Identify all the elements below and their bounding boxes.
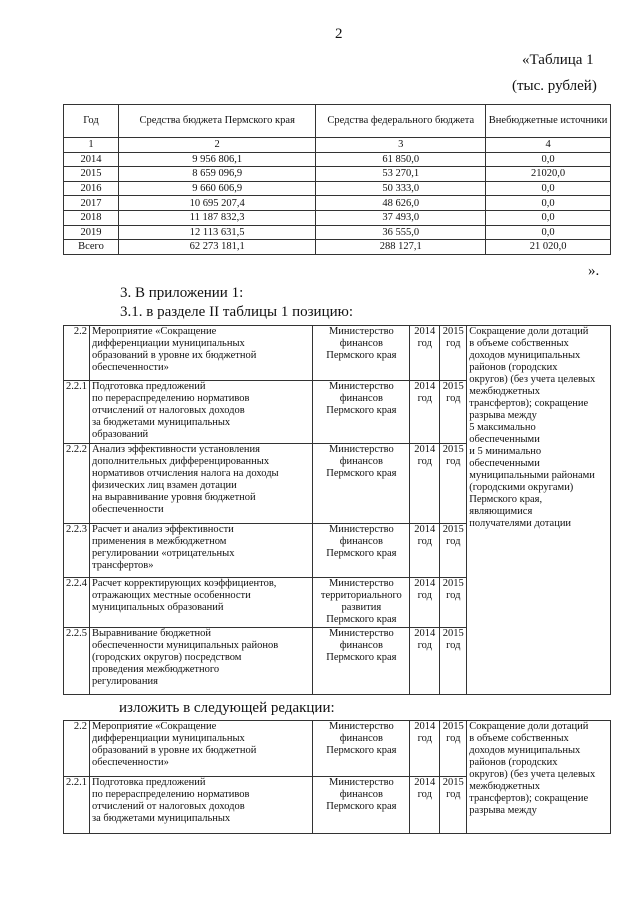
responsible-cell: Министерство финансов Пермского края	[313, 777, 410, 834]
table-units: (тыс. рублей)	[512, 78, 597, 94]
description-cell: Расчет и анализ эффективности применения в межбюджетном регулировании «отрицательных трансфертов»	[90, 524, 313, 578]
federal-budget-cell: 48 626,0	[316, 196, 486, 211]
description-cell: Расчет корректирующих коэффициентов, отражающих местные особенности муниципальных образований	[90, 578, 313, 628]
year-cell: Всего	[64, 240, 119, 255]
end-year-cell: 2015 год	[440, 524, 467, 578]
item-number-cell: 2.2.1	[64, 381, 90, 444]
responsible-cell: Министерство финансов Пермского края	[313, 628, 410, 695]
federal-budget-cell: 288 127,1	[316, 240, 486, 255]
end-year-cell: 2015 год	[440, 326, 467, 381]
year-cell: 2016	[64, 181, 119, 196]
regional-budget-cell: 8 659 096,9	[118, 167, 316, 182]
header-regional: Средства бюджета Пермского края	[118, 105, 316, 138]
extrabudget-cell: 0,0	[486, 152, 611, 167]
header-extrabudget: Внебюджетные источники	[486, 105, 611, 138]
regional-budget-cell: 9 660 606,9	[118, 181, 316, 196]
year-cell: 2019	[64, 225, 119, 240]
paragraph-new-edition: изложить в следующей редакции:	[119, 700, 335, 716]
extrabudget-cell: 21 020,0	[486, 240, 611, 255]
federal-budget-cell: 36 555,0	[316, 225, 486, 240]
item-number-cell: 2.2	[64, 721, 90, 777]
description-cell: Подготовка предложений по перераспределению нормативов отчислений от налоговых доходов за бюджетами муниципальных	[90, 777, 313, 834]
table-row	[64, 240, 611, 255]
activities-table-old	[63, 325, 611, 695]
year-cell: 2018	[64, 210, 119, 225]
federal-budget-cell: 50 333,0	[316, 181, 486, 196]
start-year-cell: 2014 год	[410, 381, 440, 444]
extrabudget-cell: 0,0	[486, 225, 611, 240]
start-year-cell: 2014 год	[410, 777, 440, 834]
regional-budget-cell: 10 695 207,4	[118, 196, 316, 211]
description-cell: Анализ эффективности установления дополнительных дифференцированных нормативов отчисления налога на доходы физических лиц взамен дотации на выравнивание уровня бюджетной обеспеченности	[90, 444, 313, 524]
item-number-cell: 2.2.4	[64, 578, 90, 628]
col-number: 1	[64, 138, 119, 153]
regional-budget-cell: 9 956 806,1	[118, 152, 316, 167]
federal-budget-cell: 37 493,0	[316, 210, 486, 225]
start-year-cell: 2014 год	[410, 326, 440, 381]
year-cell: 2015	[64, 167, 119, 182]
regional-budget-cell: 62 273 181,1	[118, 240, 316, 255]
responsible-cell: Министерство финансов Пермского края	[313, 721, 410, 777]
responsible-cell: Министерство финансов Пермского края	[313, 381, 410, 444]
table-row	[64, 225, 611, 240]
expected-result-cell: Сокращение доли дотаций в объеме собственных доходов муниципальных районов (городских округов) (без учета целевых межбюджетных трансфертов); сокращение разрыва между	[467, 721, 611, 834]
activities-table-new	[63, 720, 611, 834]
responsible-cell: Министерство финансов Пермского края	[313, 524, 410, 578]
regional-budget-cell: 11 187 832,3	[118, 210, 316, 225]
table-row	[64, 196, 611, 211]
col-number: 2	[118, 138, 316, 153]
col-number: 3	[316, 138, 486, 153]
table-row	[64, 181, 611, 196]
table-row	[64, 721, 611, 777]
federal-budget-cell: 61 850,0	[316, 152, 486, 167]
extrabudget-cell: 21020,0	[486, 167, 611, 182]
responsible-cell: Министерство территориального развития Пермского края	[313, 578, 410, 628]
end-year-cell: 2015 год	[440, 578, 467, 628]
start-year-cell: 2014 год	[410, 628, 440, 695]
table-row	[64, 326, 611, 381]
start-year-cell: 2014 год	[410, 721, 440, 777]
item-number-cell: 2.2.2	[64, 444, 90, 524]
funding-table	[63, 104, 611, 255]
federal-budget-cell: 53 270,1	[316, 167, 486, 182]
description-cell: Подготовка предложений по перераспределению нормативов отчислений от налоговых доходов за бюджетами муниципальных образований	[90, 381, 313, 444]
table-row	[64, 152, 611, 167]
start-year-cell: 2014 год	[410, 578, 440, 628]
page-number: 2	[335, 26, 343, 42]
paragraph-3: 3. В приложении 1:	[120, 285, 244, 301]
extrabudget-cell: 0,0	[486, 181, 611, 196]
item-number-cell: 2.2.5	[64, 628, 90, 695]
item-number-cell: 2.2	[64, 326, 90, 381]
end-year-cell: 2015 год	[440, 721, 467, 777]
expected-result-cell: Сокращение доли дотаций в объеме собственных доходов муниципальных районов (городских округов) (без учета целевых межбюджетных трансфертов); сокращение разрыва между 5 максимально обеспеченными и 5 минимально обеспеченными муниципальными районами (городскими округами) Пермского края, являющимися получателями дотации	[467, 326, 611, 695]
description-cell: Выравнивание бюджетной обеспеченности муниципальных районов (городских округов) посредством проведения межбюджетного регулирования	[90, 628, 313, 695]
paragraph-3-1: 3.1. в разделе II таблицы 1 позицию:	[120, 304, 353, 320]
regional-budget-cell: 12 113 631,5	[118, 225, 316, 240]
table-row	[64, 210, 611, 225]
responsible-cell: Министерство финансов Пермского края	[313, 444, 410, 524]
end-year-cell: 2015 год	[440, 777, 467, 834]
header-year: Год	[64, 105, 119, 138]
extrabudget-cell: 0,0	[486, 196, 611, 211]
extrabudget-cell: 0,0	[486, 210, 611, 225]
description-cell: Мероприятие «Сокращение дифференциации муниципальных образований в уровне их бюджетной обеспеченности»	[90, 326, 313, 381]
closing-quote: ».	[588, 263, 600, 279]
year-cell: 2014	[64, 152, 119, 167]
end-year-cell: 2015 год	[440, 381, 467, 444]
end-year-cell: 2015 год	[440, 444, 467, 524]
year-cell: 2017	[64, 196, 119, 211]
description-cell: Мероприятие «Сокращение дифференциации муниципальных образований в уровне их бюджетной обеспеченности»	[90, 721, 313, 777]
item-number-cell: 2.2.1	[64, 777, 90, 834]
start-year-cell: 2014 год	[410, 524, 440, 578]
header-federal: Средства федерального бюджета	[316, 105, 486, 138]
table-row	[64, 167, 611, 182]
item-number-cell: 2.2.3	[64, 524, 90, 578]
col-number: 4	[486, 138, 611, 153]
start-year-cell: 2014 год	[410, 444, 440, 524]
end-year-cell: 2015 год	[440, 628, 467, 695]
table-caption: «Таблица 1	[522, 52, 594, 68]
responsible-cell: Министерство финансов Пермского края	[313, 326, 410, 381]
